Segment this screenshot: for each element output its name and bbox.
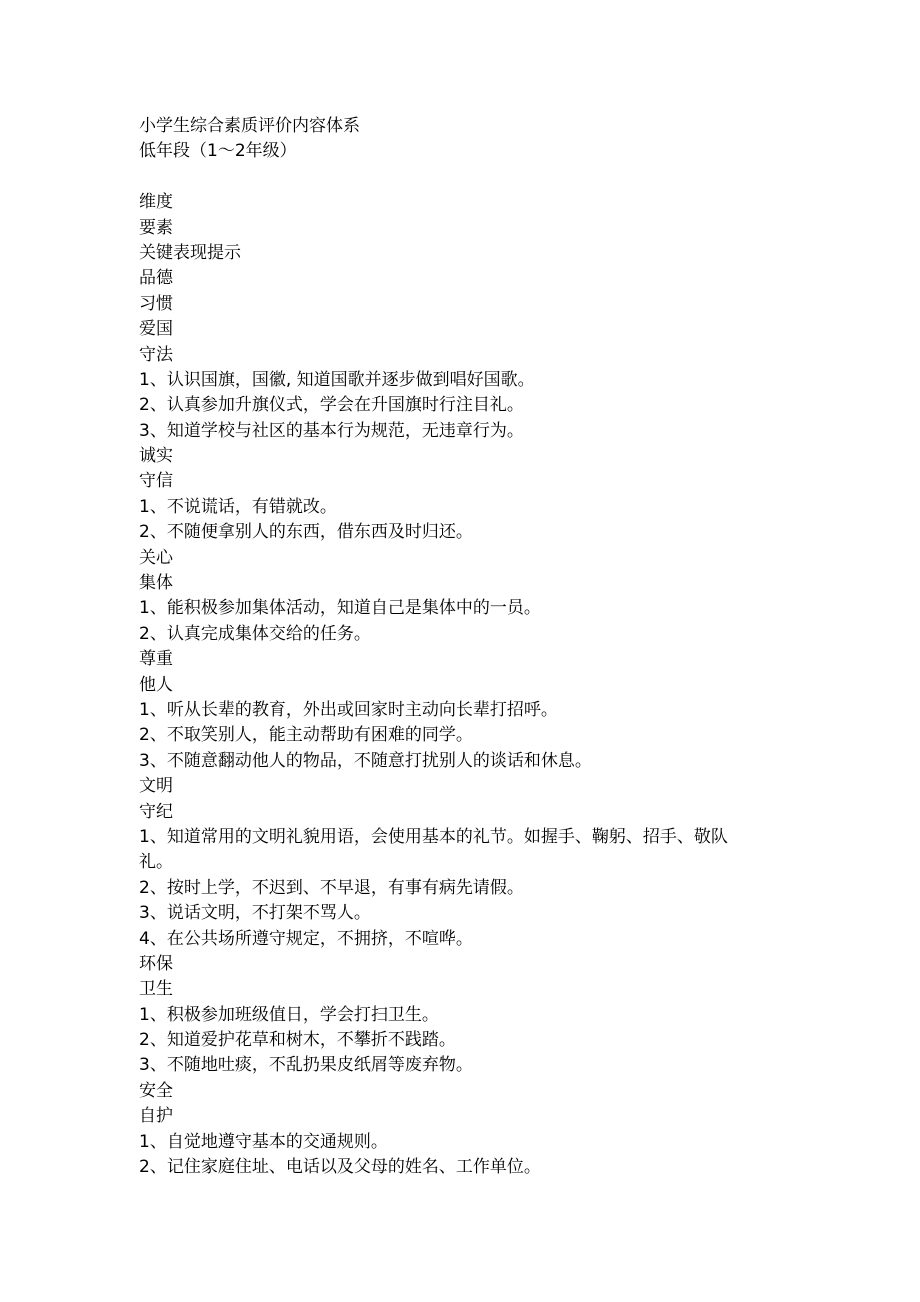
item-text: 1、不说谎话，有错就改。 [139, 496, 337, 517]
element-name: 关心 [139, 547, 173, 568]
dimension-label: 习惯 [139, 293, 173, 314]
element-name: 自护 [139, 1106, 173, 1127]
item-text: 4、在公共场所遵守规定，不拥挤，不喧哗。 [139, 928, 473, 949]
element-name: 爱国 [139, 319, 173, 340]
element-name: 他人 [139, 674, 173, 695]
element-name: 守信 [139, 471, 173, 492]
item-text: 2、知道爱护花草和树木，不攀折不践踏。 [139, 1030, 456, 1051]
document-subtitle: 低年段（1～2年级） [139, 141, 297, 162]
element-name: 环保 [139, 953, 173, 974]
item-text: 1、能积极参加集体活动，知道自己是集体中的一员。 [139, 598, 541, 619]
item-text: 2、记住家庭住址、电话以及父母的姓名、工作单位。 [139, 1157, 541, 1178]
item-text: 2、按时上学，不迟到、不早退，有事有病先请假。 [139, 877, 524, 898]
element-name: 卫生 [139, 979, 173, 1000]
header-dimension: 维度 [139, 192, 173, 213]
item-text: 2、不随便拿别人的东西，借东西及时归还。 [139, 522, 473, 543]
element-name: 守纪 [139, 801, 173, 822]
element-name: 集体 [139, 573, 173, 594]
element-name: 尊重 [139, 649, 173, 670]
item-text: 3、不随意翻动他人的物品，不随意打扰别人的谈话和休息。 [139, 750, 592, 771]
item-text: 1、认识国旗，国徽, 知道国歌并逐步做到唱好国歌。 [139, 369, 535, 390]
item-text: 2、不取笑别人，能主动帮助有困难的同学。 [139, 725, 473, 746]
item-text: 礼。 [139, 852, 173, 873]
item-text: 1、积极参加班级值日，学会打扫卫生。 [139, 1004, 439, 1025]
item-text: 1、知道常用的文明礼貌用语，会使用基本的礼节。如握手、鞠躬、招手、敬队 [139, 826, 728, 847]
item-text: 2、认真参加升旗仪式，学会在升国旗时行注目礼。 [139, 395, 524, 416]
item-text: 3、说话文明，不打架不骂人。 [139, 903, 371, 924]
blank-line [139, 165, 920, 190]
item-text: 3、不随地吐痰，不乱扔果皮纸屑等废弃物。 [139, 1055, 473, 1076]
item-text: 2、认真完成集体交给的任务。 [139, 623, 371, 644]
element-name: 安全 [139, 1080, 173, 1101]
element-name: 守法 [139, 344, 173, 365]
element-name: 文明 [139, 776, 173, 797]
header-key-performance: 关键表现提示 [139, 242, 241, 263]
header-element: 要素 [139, 217, 173, 238]
element-name: 诚实 [139, 446, 173, 467]
item-text: 1、听从长辈的教育，外出或回家时主动向长辈打招呼。 [139, 699, 558, 720]
item-text: 3、知道学校与社区的基本行为规范，无违章行为。 [139, 420, 524, 441]
dimension-label: 品德 [139, 268, 173, 289]
item-text: 1、自觉地遵守基本的交通规则。 [139, 1131, 388, 1152]
document-title: 小学生综合素质评价内容体系 [139, 116, 360, 136]
